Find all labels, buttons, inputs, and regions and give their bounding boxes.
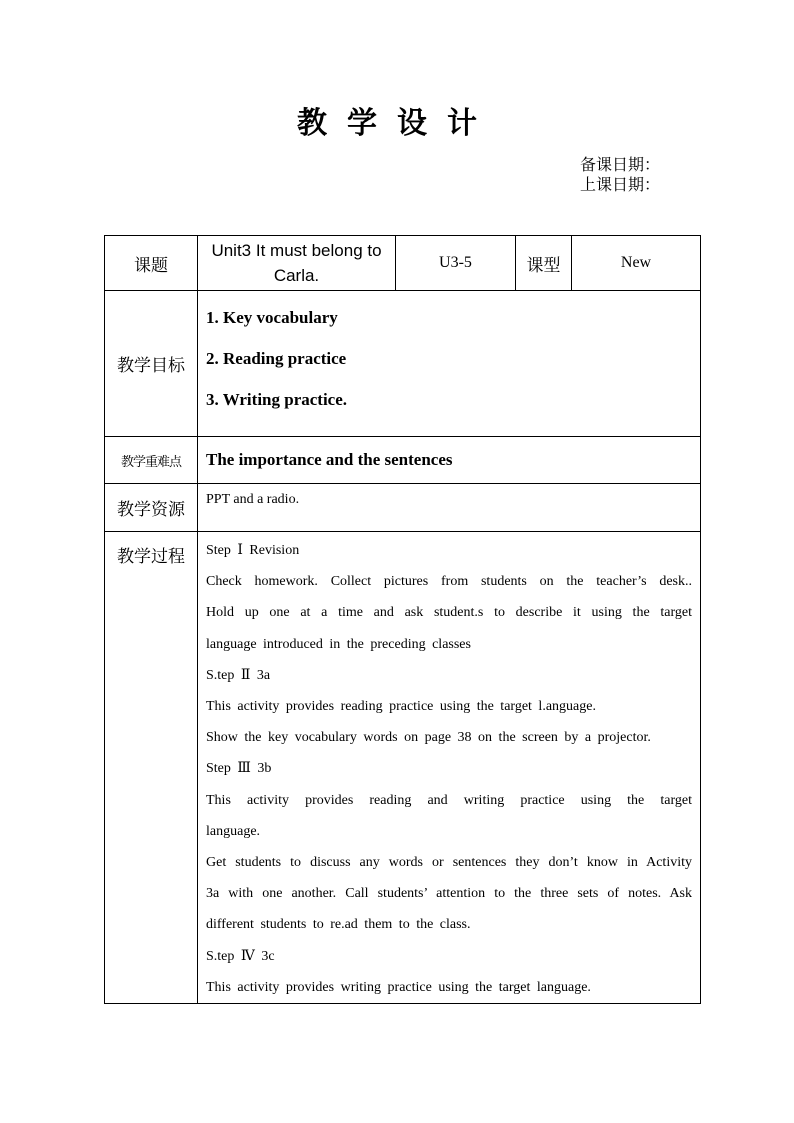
goal-item: 2. Reading practice: [206, 349, 347, 368]
process-line: Get students to discuss any words or sentences they don’t know in Activity: [206, 855, 692, 871]
process-line: Check homework. Collect pictures from students on the teacher’s desk..: [206, 574, 692, 590]
prep-date-label: 备课日期：: [580, 155, 661, 174]
goals-row: [105, 291, 701, 437]
process-line: language introduced in the preceding classes: [206, 636, 471, 652]
lesson-code: U3-5: [396, 236, 516, 291]
difficulty-value: The importance and the sentences: [198, 437, 701, 484]
page-title: 教学设计: [297, 106, 497, 141]
topic-label: 课题: [105, 236, 198, 291]
resources-row: [105, 484, 701, 532]
goal-item: 3. Writing practice.: [206, 390, 348, 409]
process-line: This activity provides reading and writing practice using the target: [206, 792, 692, 808]
type-label: 课型: [516, 236, 572, 291]
process-line: This activity provides writing practice using the target language.: [206, 979, 591, 995]
process-row: [105, 532, 701, 1004]
resources-value: PPT and a radio.: [198, 484, 701, 532]
class-date-label: 上课日期：: [580, 175, 661, 194]
difficulty-label: 教学重难点: [105, 437, 198, 484]
goals-label: 教学目标: [105, 291, 198, 437]
topic-value: Unit3 It must belong to Carla.: [198, 236, 396, 291]
process-line: Step Ⅰ Revision: [206, 543, 300, 558]
process-line: different students to re.ad them to the class.: [206, 917, 471, 933]
topic-row: [105, 236, 701, 291]
difficulty-row: [105, 437, 701, 484]
lesson-plan-table: [104, 235, 701, 1004]
process-line: This activity provides reading practice using the target l.anguage.: [206, 699, 596, 715]
goals-cell: [198, 291, 701, 437]
process-line: S.tep Ⅳ 3c: [206, 948, 275, 964]
process-line: 3a with one another. Call students’ attention to the three sets of notes. Ask: [206, 886, 692, 902]
type-value: New: [572, 236, 701, 291]
process-label: 教学过程: [105, 532, 198, 1004]
process-line: Step Ⅲ 3b: [206, 761, 272, 777]
process-line: S.tep Ⅱ 3a: [206, 667, 271, 683]
process-cell: [198, 532, 701, 1004]
resources-label: 教学资源: [105, 484, 198, 532]
process-line: language.: [206, 823, 261, 839]
process-line: Hold up one at a time and ask student.s to describe it using the target: [206, 605, 692, 621]
process-line: Show the key vocabulary words on page 38 on the screen by a projector.: [206, 730, 651, 746]
goal-item: 1. Key vocabulary: [206, 308, 338, 327]
date-block: [580, 155, 660, 195]
